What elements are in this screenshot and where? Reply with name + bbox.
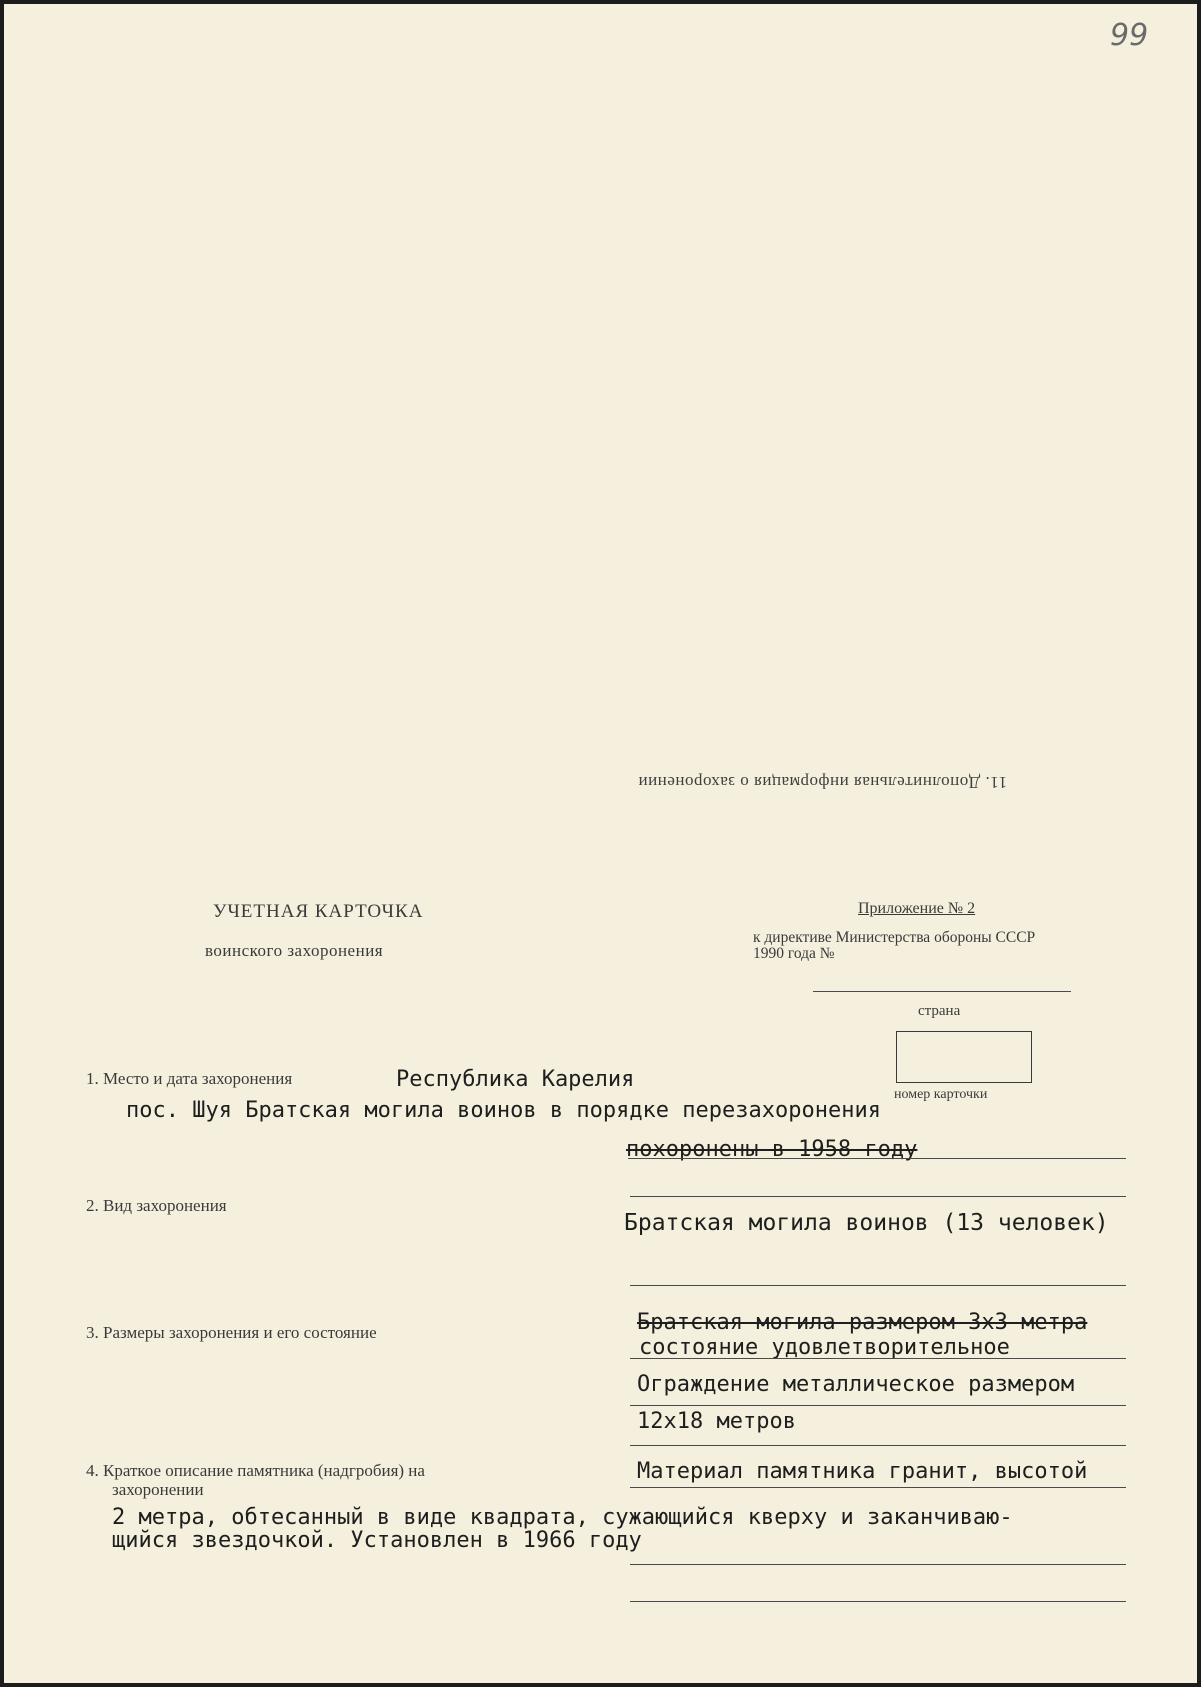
card-number-box (896, 1031, 1032, 1083)
type-line-2 (630, 1285, 1126, 1286)
archive-page-number: 99 (1110, 18, 1149, 53)
size-label: 3. Размеры захоронения и его состояние (86, 1323, 377, 1342)
monument-line-4 (630, 1601, 1126, 1602)
card-title: УЧЕТНАЯ КАРТОЧКА (213, 901, 424, 922)
size-line-3 (630, 1405, 1126, 1406)
monument-label-2: захоронении (112, 1480, 204, 1499)
country-line (813, 991, 1071, 992)
card-subtitle: воинского захоронения (205, 941, 384, 960)
place-value-1: Республика Карелия (396, 1067, 635, 1092)
size-value-1: Братская могила размером 3х3 метра (637, 1310, 1088, 1335)
monument-line-1 (630, 1487, 1126, 1488)
monument-value-1: Материал памятника гранит, высотой (637, 1459, 1088, 1484)
card-number-label: номер карточки (894, 1087, 988, 1102)
type-line-0 (630, 1196, 1126, 1197)
size-line-2 (630, 1358, 1126, 1359)
directive-line-1: к директиве Министерства обороны СССР (753, 929, 1036, 946)
size-value-4: 12х18 метров (637, 1409, 796, 1434)
monument-line-3 (630, 1564, 1126, 1565)
type-label: 2. Вид захоронения (86, 1196, 227, 1215)
monument-label-1: 4. Краткое описание памятника (надгробия) на (86, 1461, 425, 1480)
type-value-1: Братская могила воинов (13 человек) (624, 1210, 1109, 1236)
country-label: страна (918, 1003, 961, 1019)
place-value-3: похоронены в 1958 году (626, 1137, 918, 1162)
place-value-2: пос. Шуя Братская могила воинов в порядке перезахоронения (126, 1098, 881, 1123)
appendix-label: Приложение № 2 (858, 900, 976, 917)
reverse-section-11: 11. Дополнительная информация о захоронении (638, 773, 1008, 792)
monument-value-2: 2 метра, обтесанный в виде квадрата, сужающийся кверху и заканчиваю- (112, 1505, 1013, 1530)
directive-line-2: 1990 года № (753, 945, 835, 962)
size-line-4 (630, 1445, 1126, 1446)
monument-value-3: щийся звездочкой. Установлен в 1966 году (112, 1528, 642, 1553)
size-value-3: Ограждение металлическое размером (637, 1372, 1075, 1397)
place-label: 1. Место и дата захоронения (86, 1069, 293, 1088)
size-value-2: состояние удовлетворительное (639, 1335, 1010, 1360)
place-line-3 (628, 1158, 1126, 1159)
